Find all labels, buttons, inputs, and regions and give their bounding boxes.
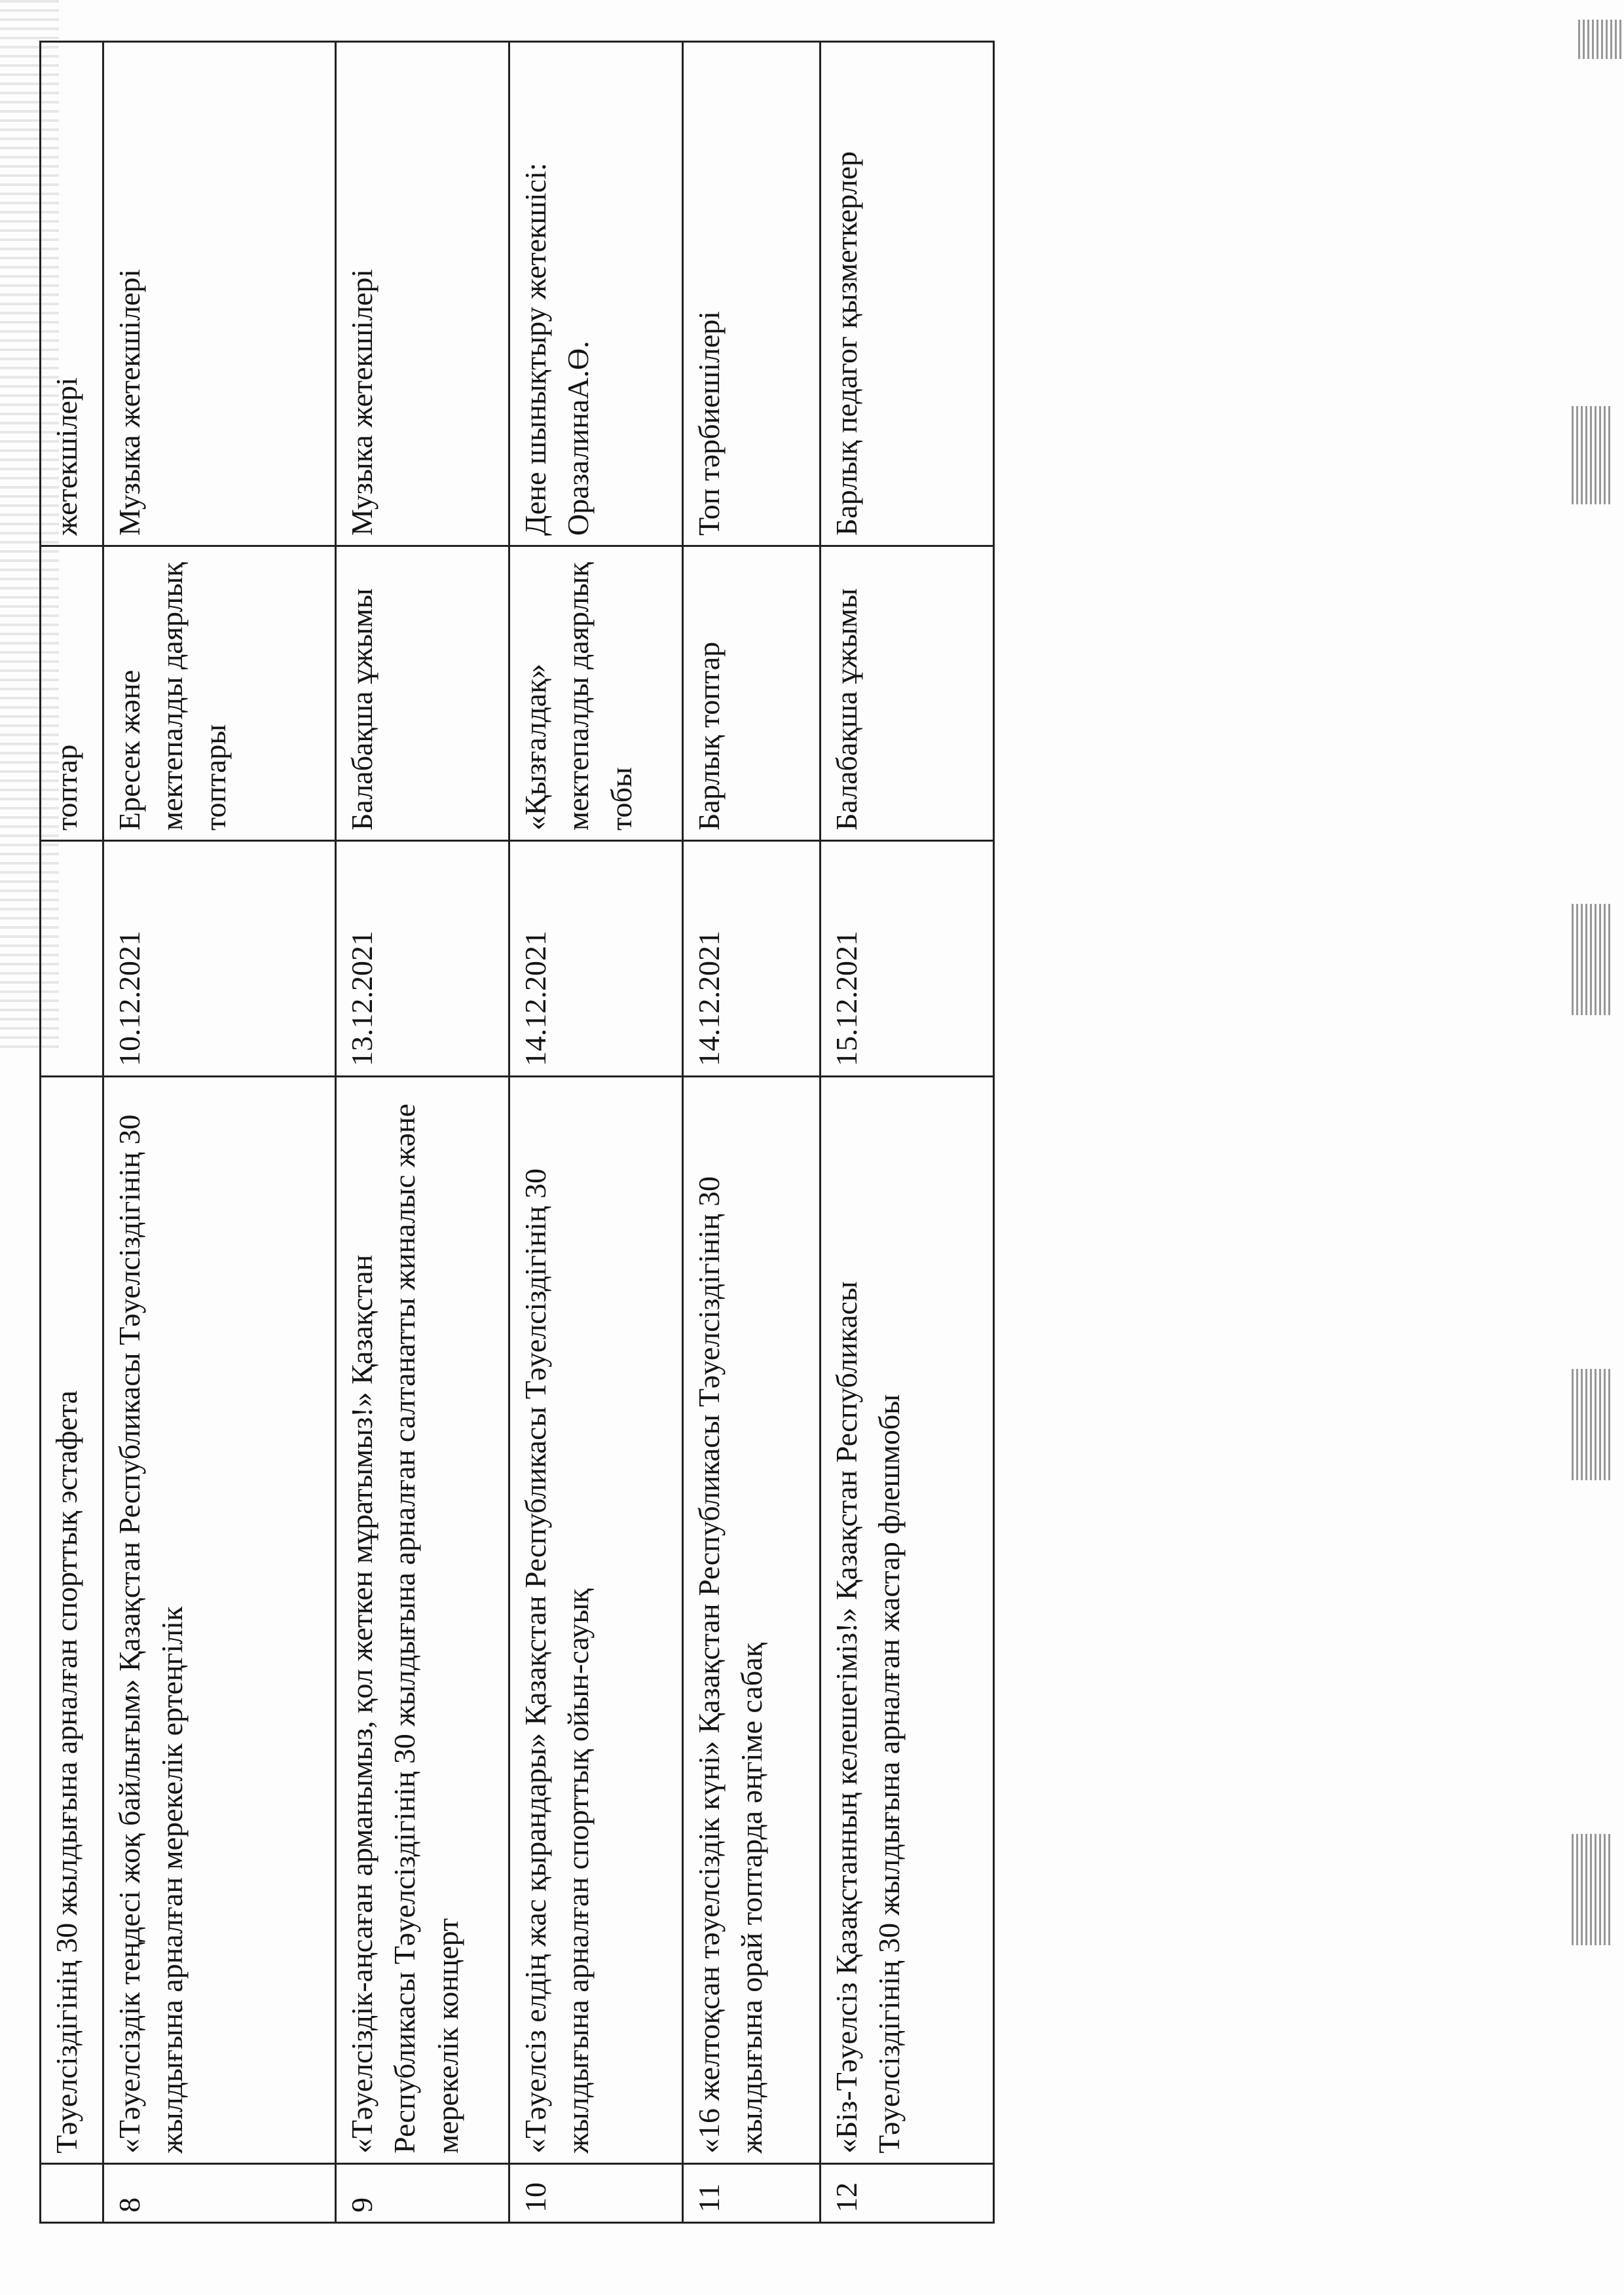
responsible-person: Музыка жетекшілері — [336, 42, 509, 546]
participant-group: Балабақша ұжымы — [336, 546, 509, 841]
row-number: 10 — [509, 2164, 683, 2223]
row-number: 11 — [683, 2164, 821, 2223]
scan-noise-right-4 — [1572, 1369, 1611, 1480]
scan-noise-right-1 — [1578, 20, 1624, 59]
participant-group: Ересек және мектепалды даярлық топтары — [103, 546, 336, 841]
participant-group: «Қызғалдақ» мектепалды даярлық тобы — [509, 546, 683, 841]
events-plan-table — [39, 41, 995, 2224]
scan-noise-right-5 — [1572, 1834, 1611, 1945]
table-row — [683, 42, 821, 2223]
row-number — [41, 2164, 103, 2223]
row-number: 12 — [821, 2164, 994, 2223]
responsible-person: Топ тәрбиешілері — [683, 42, 821, 546]
responsible-person: Барлық педагог қызметкерлер — [821, 42, 994, 546]
row-number: 9 — [336, 2164, 509, 2223]
scan-noise-right-3 — [1572, 904, 1611, 1015]
event-title: «16 желтоқсан тәуелсіздік күні» Қазақстан Республикасы Тәуелсіздігінің 30 жылдығына орай топтарда әңгіме сабақ — [683, 1077, 821, 2164]
event-date: 10.12.2021 — [103, 841, 336, 1077]
event-date: 15.12.2021 — [821, 841, 994, 1077]
event-date: 14.12.2021 — [509, 841, 683, 1077]
participant-group: топтар — [41, 546, 103, 841]
event-title: «Тәуелсіз елдің жас қырандары» Қазақстан Республикасы Тәуелсіздігінің 30 жылдығына арналған спорттық ойын-сауық — [509, 1077, 683, 2164]
event-date: 14.12.2021 — [683, 841, 821, 1077]
event-title: «Біз-Тәуелсіз Қазақстанның келешегіміз!» Қазақстан Республикасы Тәуелсіздігінің 30 жылдығына арналған жастар флешмобы — [821, 1077, 994, 2164]
table-row — [821, 42, 994, 2223]
event-date: 13.12.2021 — [336, 841, 509, 1077]
responsible-person: Дене шынықтыру жетекшісі: ОразалинаА.Ө. — [509, 42, 683, 546]
table-row — [103, 42, 336, 2223]
row-number: 8 — [103, 2164, 336, 2223]
event-date — [41, 841, 103, 1077]
rotated-page — [39, 23, 1087, 2224]
table-row — [336, 42, 509, 2223]
participant-group: Балабақша ұжымы — [821, 546, 994, 841]
scan-noise-right-2 — [1572, 406, 1611, 504]
event-title: Тәуелсіздігінің 30 жылдығына арналған спорттық эстафета — [41, 1077, 103, 2164]
participant-group: Барлық топтар — [683, 546, 821, 841]
responsible-person: жетекшілері — [41, 42, 103, 546]
event-title: «Тәуелсіздік-аңсаған арманымыз, қол жеткен мұратымыз!» Қазақстан Республикасы Тәуелсіздігінің 30 жылдығына арналған салтанатты жиналыс және мерекелік концерт — [336, 1077, 509, 2164]
event-title: «Тәуелсіздік теңдесі жоқ байлығым» Қазақстан Республикасы Тәуелсіздігінің 30 жылдығына арналған мерекелік ертеңгілік — [103, 1077, 336, 2164]
table-row — [41, 42, 103, 2223]
table-row — [509, 42, 683, 2223]
responsible-person: Музыка жетекшілері — [103, 42, 336, 546]
